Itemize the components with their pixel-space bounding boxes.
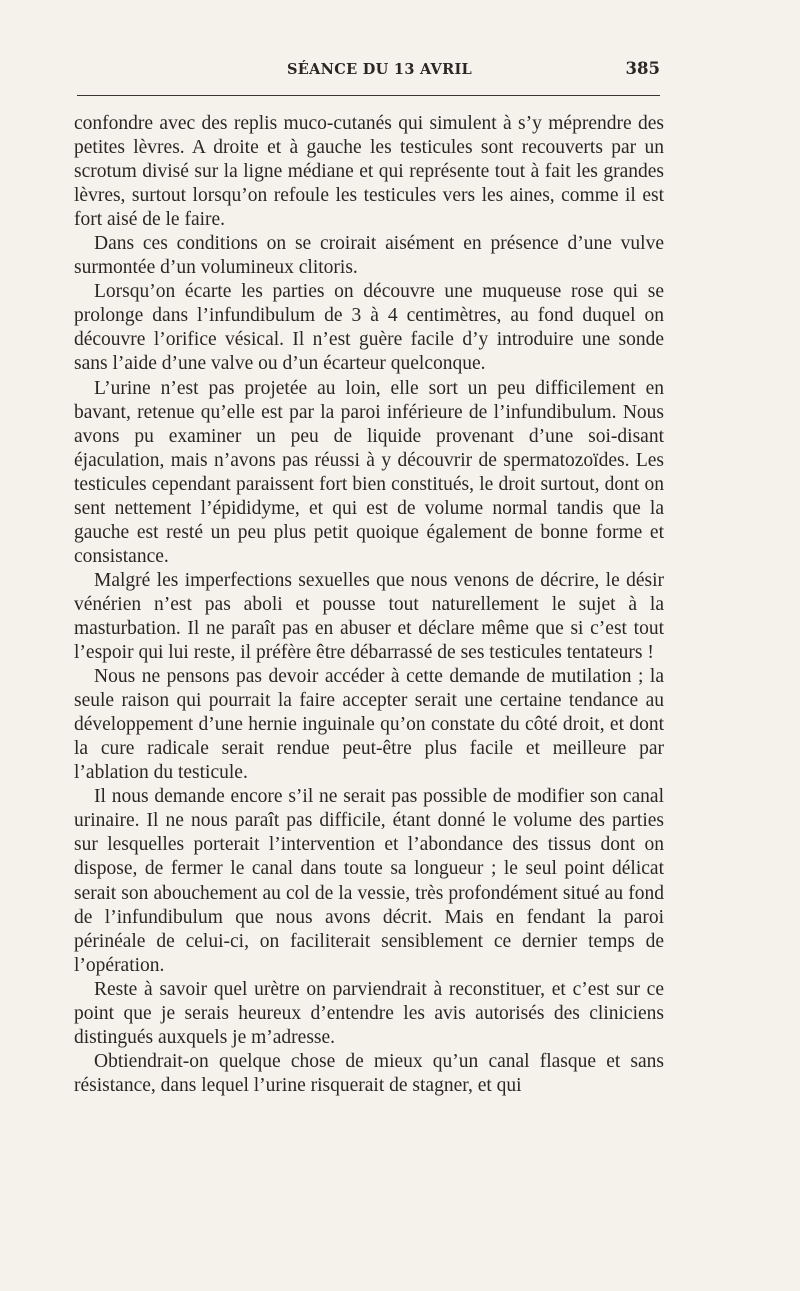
paragraph: Lorsqu’on écarte les parties on découvre une muqueuse rose qui se prolonge dans l’infundibulum de 3 à 4 centimètres, au fond duquel on découvre l’orifice vésical. Il n’est guère facile d’y introduire une sonde sans l’aide d’une valve ou d’un écarteur quelconque. [74,281,664,375]
paragraph: Reste à savoir quel urètre on parviendrait à reconstituer, et c’est sur ce point que je serais heureux d’entendre les avis autorisés des cliniciens distingués auxquels je m’adresse. [74,978,664,1048]
page-number: 385 [625,59,660,78]
paragraph: L’urine n’est pas projetée au loin, elle sort un peu difficilement en bavant, retenue qu’elle est par la paroi inférieure de l’infundibulum. Nous avons pu examiner un peu de liquide provenant d’une soi-disant éjaculation, mais n’avons pas réussi à y découvrir de spermatozoïdes. Les testicules cependant paraissent fort bien constitués, le droit surtout, dont on sent nettement l’épididyme, et qui est de volume normal tandis que la gauche est resté un peu plus petit quoique également de bonne forme et consistance. [74,377,664,567]
paragraph: Il nous demande encore s’il ne serait pas possible de modifier son canal urinaire. Il ne nous paraît pas difficile, étant donné le volume des parties sur lesquelles porterait l’intervention et l’abondance des tissus dont on dispose, de fermer le canal dans toute sa longueur ; le seul point délicat serait son abouchement au col de la vessie, très profondément situé au fond de l’infundibulum que nous avons décrit. Mais en fendant la paroi périnéale de celui-ci, on faciliterait sensiblement ce dernier temps de l’opération. [74,786,664,976]
paragraph: Nous ne pensons pas devoir accéder à cette demande de mutilation ; la seule raison qui pourrait la faire accepter serait une certaine tendance au développement d’une hernie inguinale qu’on constate du côté droit, et dont la cure radicale serait rendue peut-être plus facile et meilleure par l’ablation du testicule. [74,666,664,784]
paragraph-continued: confondre avec des replis muco-cutanés qui simulent à s’y méprendre des petites lèvres. A droite et à gauche les testicules sont recouverts par un scrotum divisé sur la ligne médiane et qui représente tout à fait les grandes lèvres, surtout lorsqu’on refoule les testicules vers les aines, comme il est fort aisé de le faire. [74,113,664,231]
running-header [77,55,660,85]
paragraph: Obtiendrait-on quelque chose de mieux qu’un canal flasque et sans résistance, dans lequel l’urine risquerait de stagner, et qui [74,1050,664,1096]
paragraph: Dans ces conditions on se croirait aisément en présence d’une vulve surmontée d’un volumineux clitoris. [74,233,664,279]
running-title: SÉANCE DU 13 AVRIL [287,61,473,78]
header-rule [77,95,660,96]
paragraph: Malgré les imperfections sexuelles que nous venons de décrire, le désir vénérien n’est pas aboli et pousse tout naturellement le sujet à la masturbation. Il ne paraît pas en abuser et déclare même que si c’est tout l’espoir qui lui reste, il préfère être débarrassé de ses testicules tentateurs ! [74,569,664,664]
body-text [74,112,664,1098]
